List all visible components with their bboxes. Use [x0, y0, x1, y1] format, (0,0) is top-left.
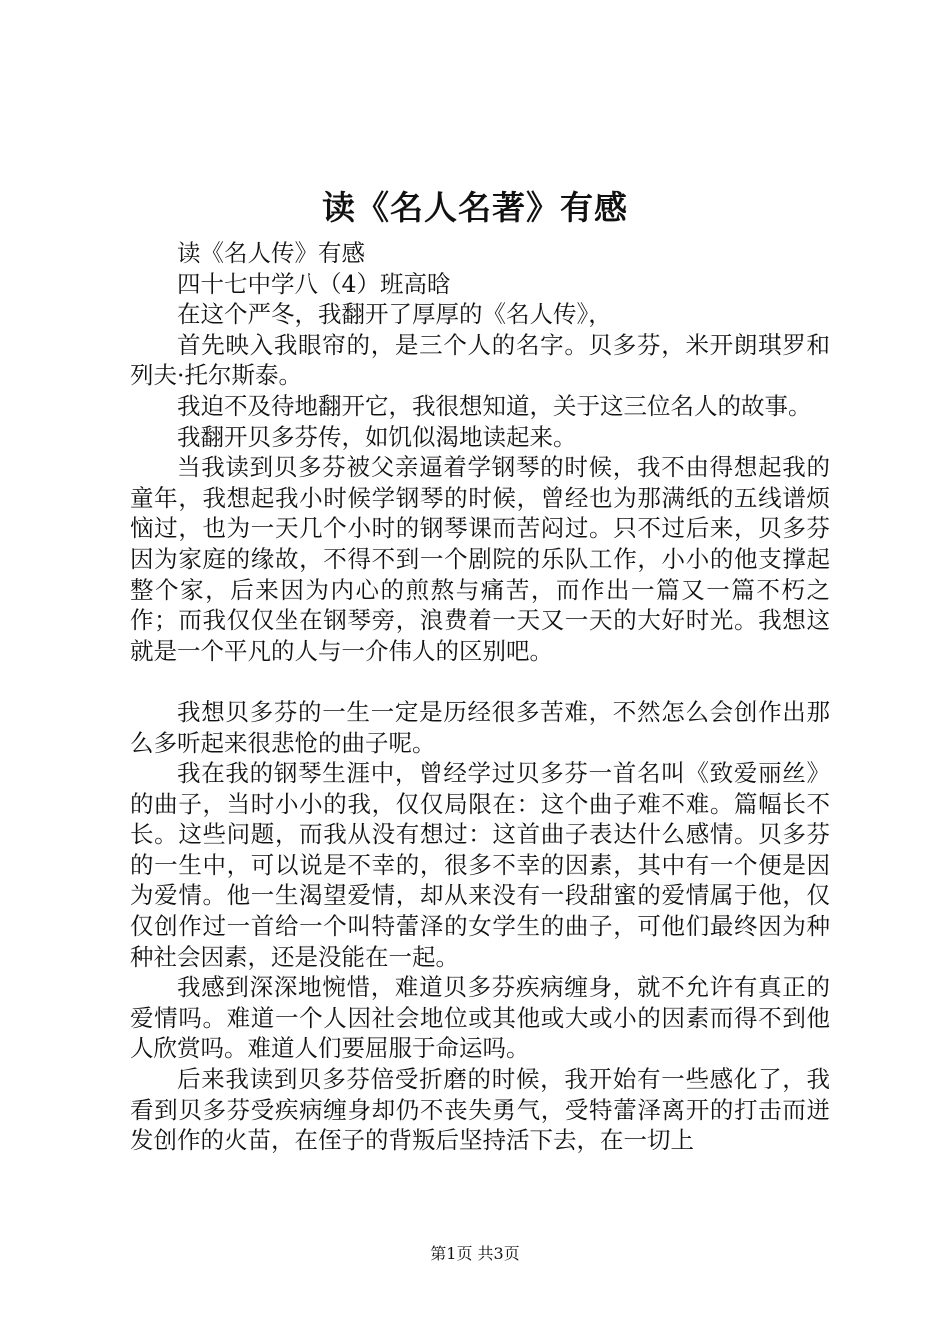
paragraph: 首先映入我眼帘的，是三个人的名字。贝多芬，米开朗琪罗和列夫·托尔斯泰。 [130, 330, 830, 390]
paragraph: 我感到深深地惋惜，难道贝多芬疾病缠身，就不允许有真正的爱情吗。难道一个人因社会地位或其他或大或小的因素而得不到他人欣赏吗。难道人们要屈服于命运吗。 [130, 973, 830, 1063]
paragraph: 我迫不及待地翻开它，我很想知道，关于这三位名人的故事。 [177, 391, 812, 420]
paragraph-subtitle: 读《名人传》有感 [177, 239, 365, 267]
paragraph: 在这个严冬，我翻开了厚厚的《名人传》， [177, 300, 612, 329]
paragraph: 后来我读到贝多芬倍受折磨的时候，我开始有一些感化了，我看到贝多芬受疾病缠身却仍不丧失勇气，受特蕾泽离开的打击而迸发创作的火苗，在侄子的背叛后坚持活下去，在一切上 [130, 1065, 830, 1155]
document-title: 读《名人名著》有感 [322, 188, 628, 227]
paragraph: 我翻开贝多芬传，如饥似渴地读起来。 [177, 422, 577, 451]
page-footer: 第1页 共3页 [430, 1244, 520, 1263]
paragraph: 我在我的钢琴生涯中，曾经学过贝多芬一首名叫《致爱丽丝》的曲子，当时小小的我，仅仅局限在：这个曲子难不难。篇幅长不长。这些问题，而我从没有想过：这首曲子表达什么感情。贝多芬的一生中，可以说是不幸的，很多不幸的因素，其中有一个便是因为爱情。他一生渴望爱情，却从来没有一段甜蜜的爱情属于他，仅仅创作过一首给一个叫特蕾泽的女学生的曲子，可他们最终因为种种社会因素，还是没能在一起。 [130, 759, 830, 971]
paragraph-author: 四十七中学八（4）班高晗 [177, 269, 451, 298]
paragraph: 当我读到贝多芬被父亲逼着学钢琴的时候，我不由得想起我的童年，我想起我小时候学钢琴的时候，曾经也为那满纸的五线谱烦恼过，也为一天几个小时的钢琴课而苦闷过。只不过后来，贝多芬因为家庭的缘故，不得不到一个剧院的乐队工作，小小的他支撑起整个家，后来因为内心的煎熬与痛苦，而作出一篇又一篇不朽之作；而我仅仅坐在钢琴旁，浪费着一天又一天的大好时光。我想这就是一个平凡的人与一介伟人的区别吧。 [130, 453, 830, 665]
paragraph: 我想贝多芬的一生一定是历经很多苦难，不然怎么会创作出那么多听起来很悲怆的曲子呢。 [130, 697, 830, 757]
document-body [130, 238, 830, 1156]
